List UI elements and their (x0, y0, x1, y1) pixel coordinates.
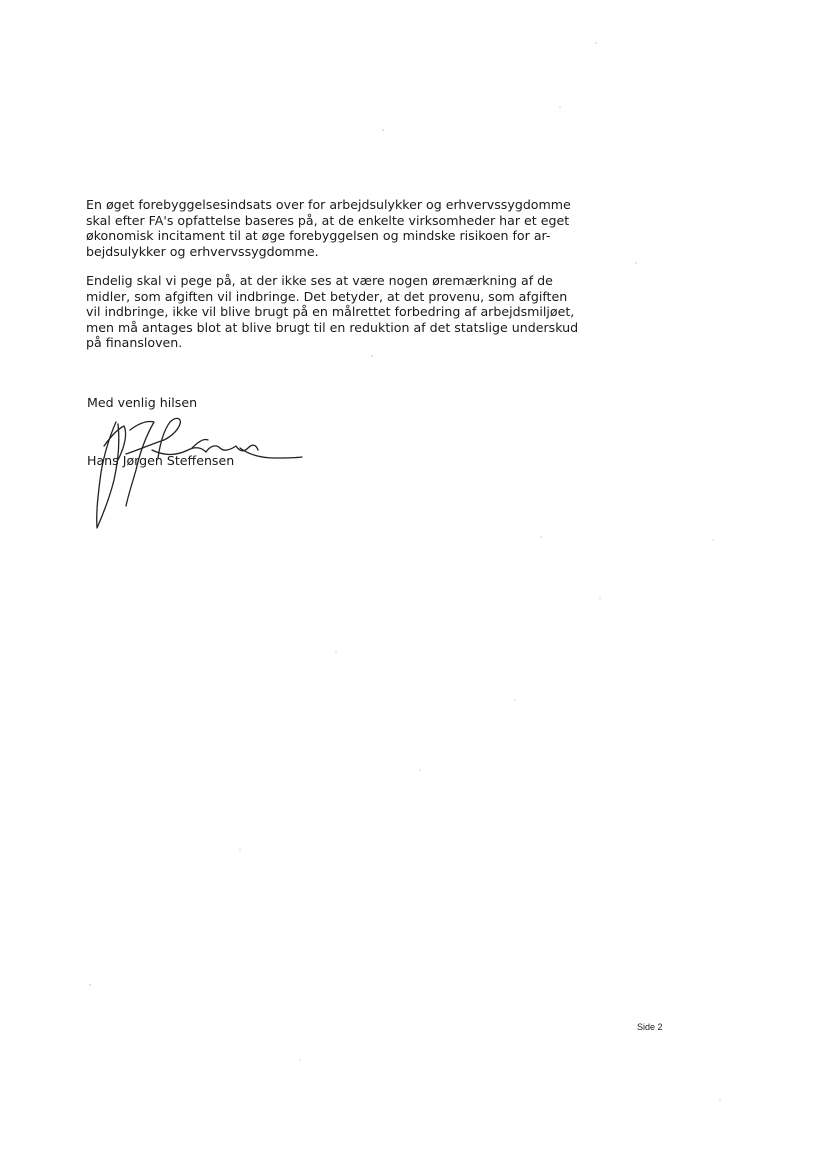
handwritten-signature (80, 400, 310, 540)
paragraph-prevention: En øget forebyggelsesindsats over for arbejdsulykker og erhvervssygdomme skal efter FA's opfattelse baseres på, at de enkelte virksomheder har et eget økonomisk incitament til at øge forebyggelsen og mindske risikoen for ar- bejdsulykker og erhvervssygdomme. (86, 197, 571, 259)
closing-salutation: Med venlig hilsen (87, 395, 198, 410)
signer-name: Hans Jørgen Steffensen (87, 453, 235, 468)
paragraph-earmarking: Endelig skal vi pege på, at der ikke ses at være nogen øremærkning af de midler, som afgiften vil indbringe. Det betyder, at det provenu, som afgiften vil indbringe, ikke vil blive brugt på en målrettet forbedring af arbejdsmiljøet, men må antages blot at blive brugt til en reduktion af det statslige underskud på finansloven. (86, 273, 579, 351)
page-number: Side 2 (637, 1022, 663, 1032)
